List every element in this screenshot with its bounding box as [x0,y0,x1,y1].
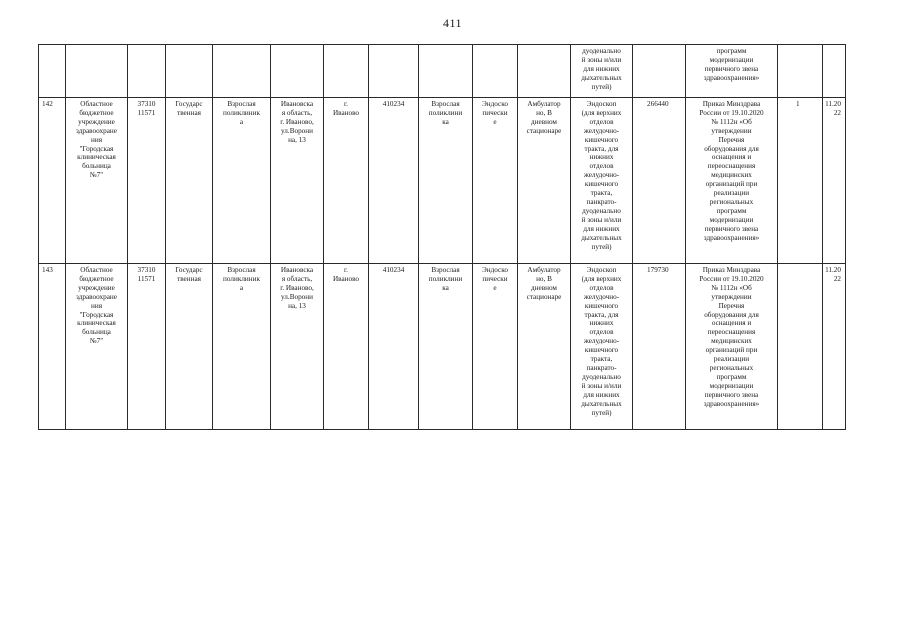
cell-organization [66,45,128,98]
cell-department [419,45,473,98]
cell-unit-type: Взрослая поликлиник а [213,264,271,430]
cell-address [271,45,324,98]
cell-unit-type: Взрослая поликлиник а [213,98,271,264]
cell-date: 11.2022 [823,98,846,264]
cell-department: Взрослая поликлини ка [419,98,473,264]
cell-postal [369,45,419,98]
cell-count [778,264,823,430]
cell-date [823,45,846,98]
cell-code: 37310 11571 [128,98,166,264]
cell-order: программ модернизации первичного звена здравоохранения» [686,45,778,98]
cell-address: Ивановска я область, г. Иваново, ул.Ворони на, 13 [271,98,324,264]
cell-department: Взрослая поликлини ка [419,264,473,430]
cell-order: Приказ Минздрава России от 19.10.2020 № 1112н «Об утверждении Перечня оборудования для оснащения и переоснащения медицинских организаций при реализации региональных программ модернизации первичного звена здравоохранения» [686,264,778,430]
cell-care-form [518,45,571,98]
cell-postal: 410234 [369,264,419,430]
cell-ownership: Государс твенная [166,264,213,430]
cell-code [128,45,166,98]
table-row [39,264,846,430]
cell-unit-type [213,45,271,98]
cell-count: 1 [778,98,823,264]
cell-specialty: Эндоско пически е [473,98,518,264]
cell-price [633,45,686,98]
cell-price: 179730 [633,264,686,430]
cell-ownership: Государс твенная [166,98,213,264]
table-row-continuation [39,45,846,98]
cell-equipment: дуоденально й зоны и/или для нижних дыхательных путей) [571,45,633,98]
cell-city: г. Иваново [324,264,369,430]
cell-organization: Областное бюджетное учреждение здравоохране ния "Городская клиническая больница №7" [66,98,128,264]
cell-index: 142 [39,98,66,264]
cell-specialty [473,45,518,98]
cell-index: 143 [39,264,66,430]
cell-equipment: Эндоскоп (для верхних отделов желудочно- кишечного тракта, для нижних отделов желудочно- кишечного тракта, панкрато- дуоденально й зоны и/или для нижних дыхательных путей) [571,98,633,264]
page-number: 411 [442,16,463,30]
cell-specialty: Эндоско пически е [473,264,518,430]
cell-city: г. Иваново [324,98,369,264]
cell-equipment: Эндоскоп (для верхних отделов желудочно- кишечного тракта, для нижних отделов желудочно- кишечного тракта, панкрато- дуоденально й зоны и/или для нижних дыхательных путей) [571,264,633,430]
cell-order: Приказ Минздрава России от 19.10.2020 № 1112н «Об утверждении Перечня оборудования для оснащения и переоснащения медицинских организаций при реализации региональных программ модернизации первичного звена здравоохранения» [686,98,778,264]
cell-postal: 410234 [369,98,419,264]
cell-care-form: Амбулатор но, В дневном стационаре [518,264,571,430]
cell-date: 11.2022 [823,264,846,430]
cell-index [39,45,66,98]
cell-ownership [166,45,213,98]
cell-code: 37310 11571 [128,264,166,430]
cell-price: 266440 [633,98,686,264]
cell-organization: Областное бюджетное учреждение здравоохране ния "Городская клиническая больница №7" [66,264,128,430]
table-row [39,98,846,264]
cell-care-form: Амбулатор но, В дневном стационаре [518,98,571,264]
cell-address: Ивановска я область, г. Иваново, ул.Ворони на, 13 [271,264,324,430]
equipment-register-table [38,44,846,430]
cell-count [778,45,823,98]
cell-city [324,45,369,98]
